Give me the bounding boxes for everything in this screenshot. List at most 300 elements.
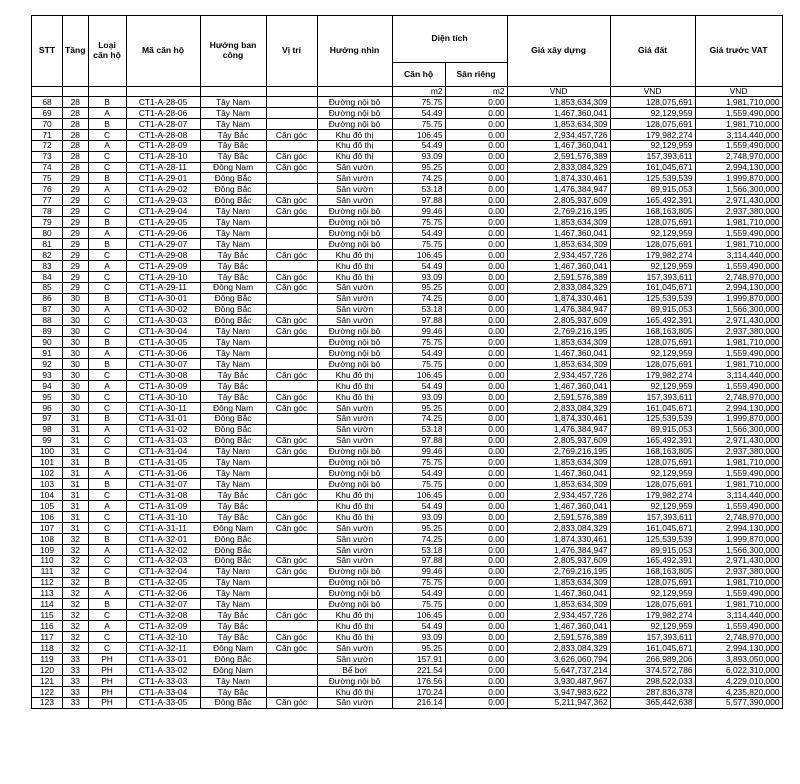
- cell-tang: 29: [63, 238, 89, 249]
- cell-gia-truoc-vat: 2,748,970,000: [695, 151, 782, 162]
- cell-dien-tich-can-ho: 97.88: [392, 315, 445, 326]
- cell-stt: 100: [32, 446, 63, 457]
- cell-vi-tri: Căn góc: [266, 129, 317, 140]
- cell-stt: 88: [32, 315, 63, 326]
- header-stt: STT: [32, 16, 63, 87]
- cell-ma-can-ho: CT1-A-30-03: [126, 315, 200, 326]
- unit-gia-dat: VND: [610, 87, 695, 97]
- cell-tang: 30: [63, 370, 89, 381]
- header-san-rieng: Sân riêng: [445, 63, 507, 87]
- cell-tang: 28: [63, 118, 89, 129]
- cell-huong-nhin: Đường nội bộ: [317, 118, 392, 129]
- cell-stt: 123: [32, 697, 63, 708]
- cell-gia-dat: 168,163,805: [610, 446, 695, 457]
- cell-gia-truoc-vat: 4,235,820,000: [695, 686, 782, 697]
- cell-ma-can-ho: CT1-A-28-06: [126, 107, 200, 118]
- cell-dien-tich-san-rieng: 0.00: [445, 348, 507, 359]
- cell-loai-can-ho: C: [88, 162, 126, 173]
- cell-tang: 31: [63, 501, 89, 512]
- cell-ma-can-ho: CT1-A-29-08: [126, 249, 200, 260]
- cell-gia-truoc-vat: 1,981,710,000: [695, 479, 782, 490]
- cell-tang: 32: [63, 610, 89, 621]
- cell-vi-tri: [266, 304, 317, 315]
- cell-vi-tri: [266, 118, 317, 129]
- cell-vi-tri: [266, 140, 317, 151]
- cell-stt: 86: [32, 293, 63, 304]
- cell-gia-dat: 161,045,671: [610, 162, 695, 173]
- cell-stt: 109: [32, 544, 63, 555]
- cell-dien-tich-can-ho: 106.45: [392, 370, 445, 381]
- cell-gia-truoc-vat: 1,999,870,000: [695, 413, 782, 424]
- cell-dien-tich-san-rieng: 0.00: [445, 293, 507, 304]
- cell-dien-tich-san-rieng: 0.00: [445, 402, 507, 413]
- cell-huong-nhin: Đường nội bộ: [317, 206, 392, 217]
- cell-huong-ban-cong: Tây Nam: [200, 359, 266, 370]
- cell-gia-dat: 92,129,959: [610, 107, 695, 118]
- cell-loai-can-ho: B: [88, 457, 126, 468]
- cell-gia-dat: 128,075,691: [610, 118, 695, 129]
- cell-dien-tich-can-ho: 75.75: [392, 118, 445, 129]
- cell-stt: 79: [32, 217, 63, 228]
- cell-gia-truoc-vat: 2,994,130,000: [695, 282, 782, 293]
- cell-dien-tich-can-ho: 95.25: [392, 162, 445, 173]
- cell-huong-ban-cong: Tây Nam: [200, 675, 266, 686]
- cell-dien-tich-san-rieng: 0.00: [445, 206, 507, 217]
- cell-stt: 95: [32, 391, 63, 402]
- cell-tang: 32: [63, 577, 89, 588]
- cell-tang: 28: [63, 140, 89, 151]
- cell-stt: 99: [32, 435, 63, 446]
- cell-gia-dat: 168,163,805: [610, 326, 695, 337]
- cell-vi-tri: [266, 228, 317, 239]
- cell-stt: 103: [32, 479, 63, 490]
- cell-loai-can-ho: A: [88, 380, 126, 391]
- table-row: [32, 446, 783, 457]
- cell-huong-nhin: Khu đô thị: [317, 632, 392, 643]
- cell-gia-dat: 298,522,033: [610, 675, 695, 686]
- cell-dien-tich-can-ho: 75.75: [392, 238, 445, 249]
- cell-dien-tich-can-ho: 106.45: [392, 129, 445, 140]
- cell-ma-can-ho: CT1-A-30-04: [126, 326, 200, 337]
- cell-huong-nhin: Đường nội bộ: [317, 359, 392, 370]
- cell-vi-tri: [266, 621, 317, 632]
- cell-vi-tri: [266, 107, 317, 118]
- cell-gia-dat: 89,915,053: [610, 544, 695, 555]
- cell-huong-nhin: Khu đô thị: [317, 271, 392, 282]
- cell-huong-nhin: Sân vườn: [317, 293, 392, 304]
- cell-gia-xay-dung: 2,934,457,726: [507, 129, 610, 140]
- cell-stt: 108: [32, 533, 63, 544]
- cell-gia-xay-dung: 1,853,634,309: [507, 457, 610, 468]
- cell-loai-can-ho: A: [88, 304, 126, 315]
- cell-huong-ban-cong: Tây Nam: [200, 457, 266, 468]
- cell-gia-truoc-vat: 1,999,870,000: [695, 173, 782, 184]
- table-row: [32, 435, 783, 446]
- cell-stt: 74: [32, 162, 63, 173]
- cell-stt: 71: [32, 129, 63, 140]
- cell-tang: 31: [63, 457, 89, 468]
- cell-gia-xay-dung: 2,591,576,389: [507, 632, 610, 643]
- cell-loai-can-ho: C: [88, 315, 126, 326]
- cell-vi-tri: Căn góc: [266, 391, 317, 402]
- cell-stt: 96: [32, 402, 63, 413]
- cell-gia-truoc-vat: 2,748,970,000: [695, 632, 782, 643]
- cell-huong-ban-cong: Tây Nam: [200, 107, 266, 118]
- cell-gia-dat: 92,129,959: [610, 468, 695, 479]
- cell-gia-dat: 128,075,691: [610, 457, 695, 468]
- cell-gia-dat: 179,982,274: [610, 610, 695, 621]
- cell-huong-nhin: Đường nội bộ: [317, 479, 392, 490]
- cell-gia-xay-dung: 1,467,360,041: [507, 380, 610, 391]
- cell-dien-tich-can-ho: 95.25: [392, 643, 445, 654]
- cell-gia-dat: 92,129,959: [610, 380, 695, 391]
- cell-gia-truoc-vat: 1,559,490,000: [695, 348, 782, 359]
- cell-gia-dat: 161,045,671: [610, 402, 695, 413]
- cell-gia-xay-dung: 2,833,084,329: [507, 162, 610, 173]
- cell-ma-can-ho: CT1-A-30-10: [126, 391, 200, 402]
- table-row: [32, 468, 783, 479]
- table-row: [32, 359, 783, 370]
- cell-gia-dat: 89,915,053: [610, 184, 695, 195]
- cell-dien-tich-can-ho: 106.45: [392, 490, 445, 501]
- cell-dien-tich-can-ho: 97.88: [392, 195, 445, 206]
- cell-dien-tich-can-ho: 93.09: [392, 391, 445, 402]
- cell-dien-tich-can-ho: 75.75: [392, 217, 445, 228]
- cell-stt: 89: [32, 326, 63, 337]
- table-row: [32, 370, 783, 381]
- cell-stt: 92: [32, 359, 63, 370]
- price-table: [31, 15, 783, 709]
- cell-dien-tich-can-ho: 74.25: [392, 413, 445, 424]
- cell-gia-truoc-vat: 1,981,710,000: [695, 359, 782, 370]
- cell-huong-nhin: Sân vườn: [317, 643, 392, 654]
- cell-vi-tri: [266, 238, 317, 249]
- cell-ma-can-ho: CT1-A-29-05: [126, 217, 200, 228]
- header-vi-tri: Vị trí: [266, 16, 317, 87]
- cell-loai-can-ho: A: [88, 228, 126, 239]
- cell-huong-ban-cong: Tây Bắc: [200, 512, 266, 523]
- cell-ma-can-ho: CT1-A-29-09: [126, 260, 200, 271]
- cell-gia-truoc-vat: 3,893,050,000: [695, 654, 782, 665]
- cell-ma-can-ho: CT1-A-28-08: [126, 129, 200, 140]
- cell-tang: 31: [63, 435, 89, 446]
- cell-dien-tich-san-rieng: 0.00: [445, 675, 507, 686]
- cell-vi-tri: [266, 468, 317, 479]
- cell-gia-dat: 125,539,539: [610, 173, 695, 184]
- cell-ma-can-ho: CT1-A-30-02: [126, 304, 200, 315]
- cell-tang: 30: [63, 380, 89, 391]
- cell-gia-truoc-vat: 2,937,380,000: [695, 206, 782, 217]
- cell-vi-tri: Căn góc: [266, 249, 317, 260]
- cell-ma-can-ho: CT1-A-33-02: [126, 664, 200, 675]
- cell-gia-xay-dung: 1,467,360,041: [507, 468, 610, 479]
- cell-vi-tri: Căn góc: [266, 151, 317, 162]
- cell-loai-can-ho: C: [88, 632, 126, 643]
- cell-stt: 105: [32, 501, 63, 512]
- cell-huong-ban-cong: Tây Bắc: [200, 370, 266, 381]
- cell-huong-nhin: Sân vườn: [317, 413, 392, 424]
- cell-loai-can-ho: PH: [88, 664, 126, 675]
- cell-gia-truoc-vat: 2,971,430,000: [695, 315, 782, 326]
- table-row: [32, 621, 783, 632]
- table-row: [32, 304, 783, 315]
- cell-huong-nhin: Khu đô thị: [317, 490, 392, 501]
- table-body: [32, 97, 783, 709]
- cell-loai-can-ho: A: [88, 348, 126, 359]
- cell-huong-nhin: Đường nội bộ: [317, 468, 392, 479]
- cell-dien-tich-can-ho: 75.75: [392, 359, 445, 370]
- cell-loai-can-ho: B: [88, 413, 126, 424]
- cell-stt: 122: [32, 686, 63, 697]
- cell-huong-nhin: Đường nội bộ: [317, 348, 392, 359]
- cell-dien-tich-san-rieng: 0.00: [445, 632, 507, 643]
- table-header: [32, 16, 783, 97]
- cell-gia-dat: 89,915,053: [610, 304, 695, 315]
- cell-gia-dat: 157,393,611: [610, 391, 695, 402]
- cell-ma-can-ho: CT1-A-30-09: [126, 380, 200, 391]
- cell-vi-tri: Căn góc: [266, 643, 317, 654]
- cell-vi-tri: [266, 457, 317, 468]
- cell-dien-tich-can-ho: 99.46: [392, 566, 445, 577]
- cell-ma-can-ho: CT1-A-32-01: [126, 533, 200, 544]
- cell-dien-tich-san-rieng: 0.00: [445, 107, 507, 118]
- cell-dien-tich-can-ho: 54.49: [392, 260, 445, 271]
- cell-dien-tich-san-rieng: 0.00: [445, 566, 507, 577]
- cell-gia-xay-dung: 1,853,634,309: [507, 479, 610, 490]
- cell-gia-dat: 157,393,611: [610, 271, 695, 282]
- table-row: [32, 206, 783, 217]
- cell-ma-can-ho: CT1-A-28-10: [126, 151, 200, 162]
- cell-dien-tich-can-ho: 93.09: [392, 512, 445, 523]
- cell-gia-dat: 89,915,053: [610, 424, 695, 435]
- cell-dien-tich-san-rieng: 0.00: [445, 479, 507, 490]
- cell-tang: 31: [63, 468, 89, 479]
- table-row: [32, 315, 783, 326]
- table-row: [32, 380, 783, 391]
- cell-gia-truoc-vat: 1,981,710,000: [695, 118, 782, 129]
- cell-tang: 28: [63, 129, 89, 140]
- cell-loai-can-ho: B: [88, 359, 126, 370]
- table-row: [32, 228, 783, 239]
- cell-gia-dat: 161,045,671: [610, 643, 695, 654]
- cell-gia-dat: 179,982,274: [610, 129, 695, 140]
- cell-tang: 29: [63, 173, 89, 184]
- cell-ma-can-ho: CT1-A-33-05: [126, 697, 200, 708]
- cell-stt: 113: [32, 588, 63, 599]
- cell-ma-can-ho: CT1-A-31-01: [126, 413, 200, 424]
- cell-ma-can-ho: CT1-A-31-09: [126, 501, 200, 512]
- cell-gia-xay-dung: 1,467,360,041: [507, 140, 610, 151]
- cell-gia-xay-dung: 3,930,487,967: [507, 675, 610, 686]
- cell-vi-tri: [266, 588, 317, 599]
- table-row: [32, 654, 783, 665]
- cell-gia-dat: 168,163,805: [610, 206, 695, 217]
- table-row: [32, 260, 783, 271]
- table-row: [32, 697, 783, 708]
- cell-gia-xay-dung: 1,476,384,947: [507, 304, 610, 315]
- cell-huong-ban-cong: Tây Bắc: [200, 140, 266, 151]
- cell-tang: 32: [63, 555, 89, 566]
- cell-tang: 31: [63, 490, 89, 501]
- cell-huong-nhin: Đường nội bộ: [317, 588, 392, 599]
- cell-stt: 82: [32, 249, 63, 260]
- table-row: [32, 643, 783, 654]
- table-row: [32, 97, 783, 108]
- cell-huong-ban-cong: Đông Bắc: [200, 304, 266, 315]
- cell-tang: 29: [63, 217, 89, 228]
- cell-gia-xay-dung: 1,874,330,461: [507, 293, 610, 304]
- cell-tang: 29: [63, 282, 89, 293]
- cell-loai-can-ho: C: [88, 151, 126, 162]
- cell-huong-nhin: Khu đô thị: [317, 370, 392, 381]
- cell-gia-xay-dung: 5,647,737,214: [507, 664, 610, 675]
- cell-gia-truoc-vat: 1,981,710,000: [695, 599, 782, 610]
- cell-huong-nhin: Sân vườn: [317, 402, 392, 413]
- cell-stt: 116: [32, 621, 63, 632]
- table-row: [32, 479, 783, 490]
- cell-gia-dat: 157,393,611: [610, 512, 695, 523]
- cell-gia-dat: 161,045,671: [610, 522, 695, 533]
- cell-loai-can-ho: PH: [88, 697, 126, 708]
- cell-stt: 84: [32, 271, 63, 282]
- cell-gia-xay-dung: 2,591,576,389: [507, 271, 610, 282]
- cell-vi-tri: [266, 664, 317, 675]
- cell-ma-can-ho: CT1-A-32-06: [126, 588, 200, 599]
- cell-gia-dat: 128,075,691: [610, 577, 695, 588]
- cell-stt: 83: [32, 260, 63, 271]
- header-dien-tich: Diện tích: [392, 16, 507, 63]
- cell-stt: 115: [32, 610, 63, 621]
- cell-huong-nhin: Sân vườn: [317, 304, 392, 315]
- cell-dien-tich-can-ho: 75.75: [392, 97, 445, 108]
- cell-gia-dat: 165,492,391: [610, 195, 695, 206]
- cell-gia-xay-dung: 1,853,634,309: [507, 118, 610, 129]
- cell-tang: 32: [63, 621, 89, 632]
- cell-stt: 85: [32, 282, 63, 293]
- cell-loai-can-ho: B: [88, 217, 126, 228]
- cell-stt: 120: [32, 664, 63, 675]
- cell-ma-can-ho: CT1-A-29-11: [126, 282, 200, 293]
- cell-dien-tich-san-rieng: 0.00: [445, 118, 507, 129]
- cell-ma-can-ho: CT1-A-31-06: [126, 468, 200, 479]
- cell-ma-can-ho: CT1-A-32-09: [126, 621, 200, 632]
- cell-gia-xay-dung: 1,467,360,041: [507, 107, 610, 118]
- cell-loai-can-ho: C: [88, 610, 126, 621]
- cell-huong-ban-cong: Tây Nam: [200, 326, 266, 337]
- cell-dien-tich-san-rieng: 0.00: [445, 522, 507, 533]
- cell-huong-ban-cong: Tây Nam: [200, 337, 266, 348]
- cell-ma-can-ho: CT1-A-32-11: [126, 643, 200, 654]
- cell-gia-xay-dung: 2,769,216,195: [507, 566, 610, 577]
- header-gia-truoc-vat: Giá trước VAT: [695, 16, 782, 87]
- cell-huong-nhin: Đường nội bộ: [317, 326, 392, 337]
- cell-huong-nhin: Khu đô thị: [317, 129, 392, 140]
- table-row: [32, 512, 783, 523]
- cell-dien-tich-san-rieng: 0.00: [445, 359, 507, 370]
- cell-gia-truoc-vat: 2,971,430,000: [695, 435, 782, 446]
- cell-ma-can-ho: CT1-A-29-06: [126, 228, 200, 239]
- cell-dien-tich-san-rieng: 0.00: [445, 129, 507, 140]
- cell-huong-ban-cong: Đông Bắc: [200, 697, 266, 708]
- cell-gia-truoc-vat: 2,748,970,000: [695, 512, 782, 523]
- cell-vi-tri: Căn góc: [266, 326, 317, 337]
- cell-gia-xay-dung: 2,591,576,389: [507, 151, 610, 162]
- cell-gia-xay-dung: 1,874,330,461: [507, 533, 610, 544]
- unit-san-rieng: m2: [445, 87, 507, 97]
- unit-can-ho: m2: [392, 87, 445, 97]
- cell-gia-truoc-vat: 4,229,010,000: [695, 675, 782, 686]
- cell-dien-tich-can-ho: 54.49: [392, 468, 445, 479]
- cell-huong-nhin: Khu đô thị: [317, 151, 392, 162]
- cell-dien-tich-san-rieng: 0.00: [445, 217, 507, 228]
- cell-huong-ban-cong: Tây Nam: [200, 348, 266, 359]
- table-row: [32, 402, 783, 413]
- cell-dien-tich-san-rieng: 0.00: [445, 173, 507, 184]
- header-huong-ban-cong: Hướng ban công: [200, 16, 266, 87]
- cell-dien-tich-san-rieng: 0.00: [445, 162, 507, 173]
- cell-vi-tri: Căn góc: [266, 490, 317, 501]
- cell-loai-can-ho: C: [88, 643, 126, 654]
- cell-stt: 94: [32, 380, 63, 391]
- cell-gia-truoc-vat: 3,114,440,000: [695, 610, 782, 621]
- cell-dien-tich-san-rieng: 0.00: [445, 195, 507, 206]
- cell-tang: 30: [63, 337, 89, 348]
- cell-ma-can-ho: CT1-A-30-07: [126, 359, 200, 370]
- cell-gia-xay-dung: 2,934,457,726: [507, 490, 610, 501]
- cell-loai-can-ho: B: [88, 479, 126, 490]
- cell-huong-ban-cong: Tây Bắc: [200, 632, 266, 643]
- cell-huong-nhin: Khu đô thị: [317, 501, 392, 512]
- cell-huong-nhin: Sân vườn: [317, 555, 392, 566]
- cell-loai-can-ho: A: [88, 107, 126, 118]
- header-loai-can-ho: Loại căn hộ: [88, 16, 126, 87]
- cell-dien-tich-san-rieng: 0.00: [445, 315, 507, 326]
- cell-stt: 93: [32, 370, 63, 381]
- cell-tang: 29: [63, 249, 89, 260]
- table-row: [32, 293, 783, 304]
- cell-vi-tri: Căn góc: [266, 282, 317, 293]
- cell-dien-tich-san-rieng: 0.00: [445, 654, 507, 665]
- cell-stt: 76: [32, 184, 63, 195]
- cell-vi-tri: [266, 533, 317, 544]
- cell-gia-xay-dung: 3,947,983,622: [507, 686, 610, 697]
- cell-huong-nhin: Đường nội bộ: [317, 675, 392, 686]
- cell-loai-can-ho: A: [88, 501, 126, 512]
- table-row: [32, 162, 783, 173]
- cell-loai-can-ho: B: [88, 577, 126, 588]
- table-row: [32, 173, 783, 184]
- table-row: [32, 555, 783, 566]
- cell-loai-can-ho: PH: [88, 675, 126, 686]
- cell-huong-nhin: Đường nội bộ: [317, 97, 392, 108]
- cell-ma-can-ho: CT1-A-33-01: [126, 654, 200, 665]
- table-row: [32, 348, 783, 359]
- cell-gia-xay-dung: 1,467,360,041: [507, 588, 610, 599]
- cell-gia-xay-dung: 2,934,457,726: [507, 610, 610, 621]
- cell-ma-can-ho: CT1-A-31-02: [126, 424, 200, 435]
- cell-gia-xay-dung: 2,769,216,195: [507, 206, 610, 217]
- cell-tang: 33: [63, 664, 89, 675]
- table-row: [32, 566, 783, 577]
- table-row: [32, 184, 783, 195]
- cell-huong-ban-cong: Đông Bắc: [200, 435, 266, 446]
- cell-huong-nhin: Đường nội bộ: [317, 217, 392, 228]
- cell-gia-truoc-vat: 2,971,430,000: [695, 555, 782, 566]
- cell-gia-xay-dung: 2,591,576,389: [507, 512, 610, 523]
- cell-huong-nhin: Đường nội bộ: [317, 599, 392, 610]
- cell-dien-tich-can-ho: 75.75: [392, 337, 445, 348]
- cell-huong-nhin: Sân vườn: [317, 435, 392, 446]
